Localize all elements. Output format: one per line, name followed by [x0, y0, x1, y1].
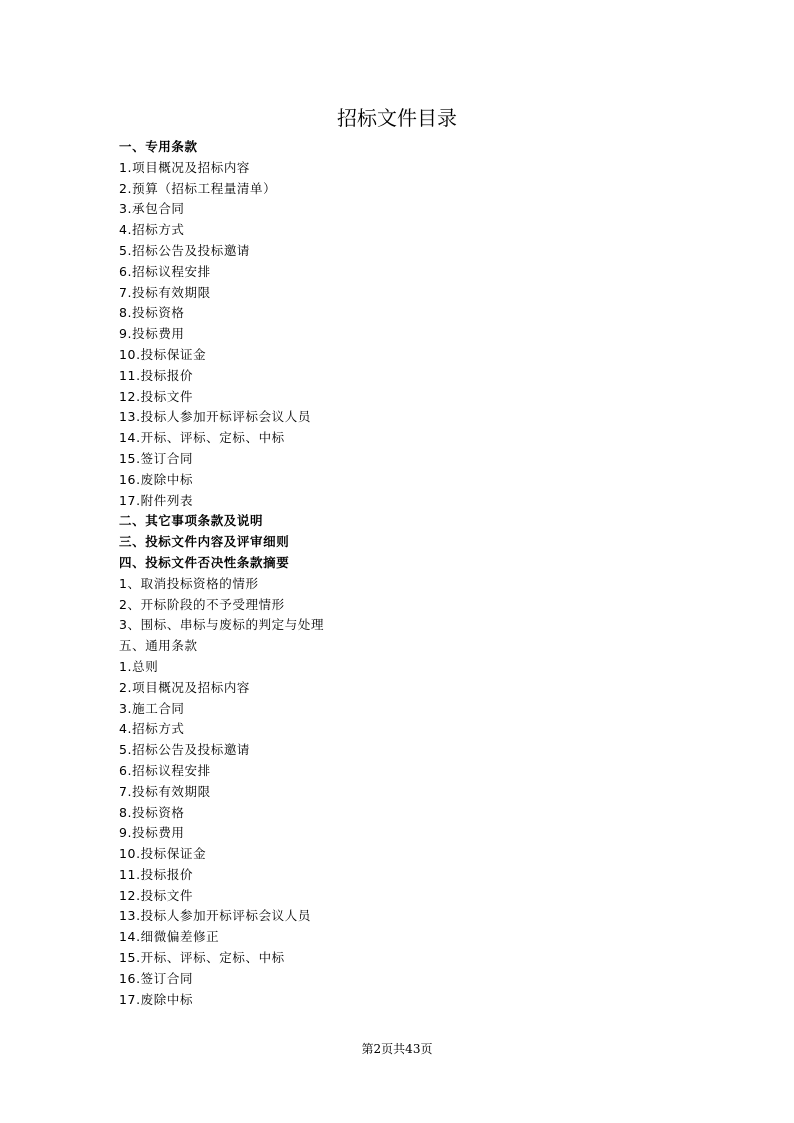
toc-item: 3、围标、串标与废标的判定与处理	[119, 617, 325, 633]
toc-item: 五、通用条款	[119, 638, 198, 654]
toc-item: 13.投标人参加开标评标会议人员	[119, 908, 311, 924]
page-number-footer: 第2页共43页	[361, 1042, 433, 1056]
toc-item: 3.施工合同	[119, 700, 185, 716]
toc-item: 16.废除中标	[119, 471, 194, 487]
toc-item: 7.投标有效期限	[119, 783, 211, 799]
table-of-contents	[119, 137, 324, 1010]
toc-item: 11.投标报价	[119, 866, 194, 882]
toc-item: 1.总则	[119, 658, 159, 674]
toc-item: 2、开标阶段的不予受理情形	[119, 596, 285, 612]
toc-item: 5.招标公告及投标邀请	[119, 742, 251, 758]
toc-item: 11.投标报价	[119, 367, 194, 383]
toc-item: 13.投标人参加开标评标会议人员	[119, 409, 311, 425]
toc-item: 1、取消投标资格的情形	[119, 575, 259, 591]
page-title: 招标文件目录	[337, 106, 457, 130]
toc-section-heading: 四、投标文件否决性条款摘要	[119, 554, 290, 570]
toc-item: 8.投标资格	[119, 305, 185, 321]
toc-item: 12.投标文件	[119, 388, 194, 404]
toc-item: 10.投标保证金	[119, 346, 207, 362]
toc-item: 2.项目概况及招标内容	[119, 679, 251, 695]
toc-item: 8.投标资格	[119, 804, 185, 820]
toc-item: 10.投标保证金	[119, 846, 207, 862]
toc-item: 16.签订合同	[119, 970, 194, 986]
toc-item: 17.附件列表	[119, 492, 194, 508]
toc-item: 17.废除中标	[119, 991, 194, 1007]
toc-section-heading: 一、专用条款	[119, 139, 198, 154]
toc-item: 4.招标方式	[119, 222, 185, 238]
toc-item: 14.开标、评标、定标、中标	[119, 430, 285, 446]
toc-item: 7.投标有效期限	[119, 284, 211, 300]
toc-item: 15.开标、评标、定标、中标	[119, 950, 285, 966]
toc-item: 5.招标公告及投标邀请	[119, 242, 251, 258]
toc-section-heading: 二、其它事项条款及说明	[119, 513, 264, 529]
toc-item: 6.招标议程安排	[119, 762, 211, 778]
toc-item: 12.投标文件	[119, 887, 194, 903]
toc-item: 14.细微偏差修正	[119, 929, 220, 945]
toc-item: 9.投标费用	[119, 326, 185, 342]
toc-item: 9.投标费用	[119, 825, 185, 841]
toc-item: 6.招标议程安排	[119, 263, 211, 279]
toc-item: 2.预算（招标工程量清单）	[119, 180, 277, 196]
toc-item: 15.签订合同	[119, 450, 194, 466]
toc-item: 4.招标方式	[119, 721, 185, 737]
toc-item: 3.承包合同	[119, 201, 185, 217]
toc-item: 1.项目概况及招标内容	[119, 159, 251, 175]
toc-section-heading: 三、投标文件内容及评审细则	[119, 534, 290, 550]
